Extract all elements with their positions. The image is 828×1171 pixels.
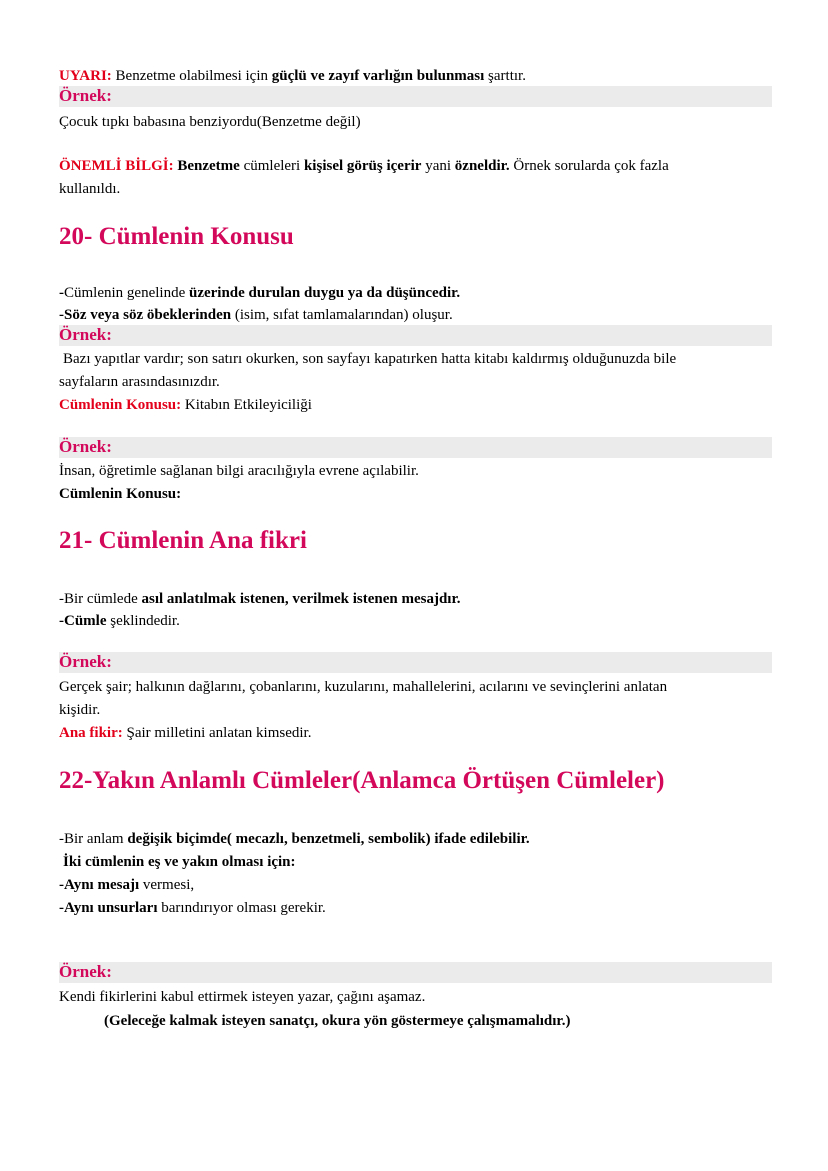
example-text: Gerçek şair; halkının dağlarını, çobanlarını, kuzularını, mahallelerini, acılarını ve sevinçlerini anlatan (59, 679, 668, 695)
info-label: ÖNEMLİ BİLGİ: (59, 158, 174, 174)
info-text-3: Örnek sorularda çok fazla (509, 158, 669, 174)
example-band (59, 86, 772, 107)
example-label: Örnek: (59, 86, 112, 105)
example-label: Örnek: (59, 437, 112, 456)
example-band (59, 325, 772, 346)
section-20-bullet-2: -Söz veya söz öbeklerinden (isim, sıfat tamlamalarından) oluşur. (59, 307, 453, 323)
section-22-bullet-1: -Bir anlam değişik biçimde( mecazlı, benzetmeli, sembolik) ifade edilebilir. (59, 831, 530, 847)
example-text: Çocuk tıpkı babasına benziyordu(Benzetme değil) (59, 114, 361, 130)
section-21-bullet-1: -Bir cümlede asıl anlatılmak istenen, verilmek istenen mesajdır. (59, 591, 461, 607)
info-bold-3: özneldir. (454, 158, 510, 174)
info-text-1: cümleleri (239, 158, 304, 174)
info-paragraph (59, 157, 669, 175)
info-bold-1: Benzetme (177, 158, 240, 174)
section-20-heading: 20- Cümlenin Konusu (59, 223, 294, 250)
answer-label: Cümlenin Konusu: (59, 397, 182, 413)
info-line-2: kullanıldı. (59, 181, 121, 197)
example-band (59, 652, 772, 673)
example-text: sayfaların arasındasınızdır. (59, 374, 220, 390)
section-22-heading: 22-Yakın Anlamlı Cümleler(Anlamca Örtüşen Cümleler) (59, 767, 665, 794)
example-text: Kendi fikirlerini kabul ettirmek isteyen yazar, çağını aşamaz. (59, 989, 426, 1005)
answer-label: Ana fikir: (59, 725, 123, 741)
answer-line (59, 724, 311, 742)
answer-text: Şair milletini anlatan kimsedir. (122, 725, 312, 741)
example-band (59, 437, 772, 458)
example-label: Örnek: (59, 325, 112, 344)
section-22-bullet-4: -Aynı unsurları barındırıyor olması gerekir. (59, 900, 326, 916)
warning-paragraph (59, 67, 526, 85)
example-text: Bazı yapıtlar vardır; son satırı okurken, son sayfayı kapatırken hatta kitabı kaldırmış olduğunuzda bile (63, 351, 677, 367)
section-22-bullet-2: İki cümlenin eş ve yakın olması için: (63, 854, 296, 870)
answer-line (59, 396, 312, 414)
section-20-bullet-1: -Cümlenin genelinde üzerinde durulan duygu ya da düşüncedir. (59, 285, 461, 301)
warning-label: UYARI: (59, 68, 112, 84)
info-text-2: yani (421, 158, 455, 174)
example-label: Örnek: (59, 962, 112, 981)
example-text: (Geleceğe kalmak isteyen sanatçı, okura yön göstermeye çalışmamalıdır.) (104, 1013, 571, 1029)
warning-bold-text: güçlü ve zayıf varlığın bulunması (271, 68, 485, 84)
example-text: İnsan, öğretimle sağlanan bilgi aracılığıyla evrene açılabilir. (59, 463, 419, 479)
section-22-bullet-3: -Aynı mesajı vermesi, (59, 877, 195, 893)
answer-text: Kitabın Etkileyiciliği (181, 397, 312, 413)
section-21-heading: 21- Cümlenin Ana fikri (59, 527, 307, 554)
example-text: kişidir. (59, 702, 101, 718)
example-label: Örnek: (59, 652, 112, 671)
answer-label: Cümlenin Konusu: (59, 486, 182, 502)
example-band (59, 962, 772, 983)
warning-text-1: Benzetme olabilmesi için (111, 68, 272, 84)
info-bold-2: kişisel görüş içerir (303, 158, 422, 174)
section-21-bullet-2: -Cümle şeklindedir. (59, 613, 180, 629)
warning-text-2: şarttır. (484, 68, 526, 84)
